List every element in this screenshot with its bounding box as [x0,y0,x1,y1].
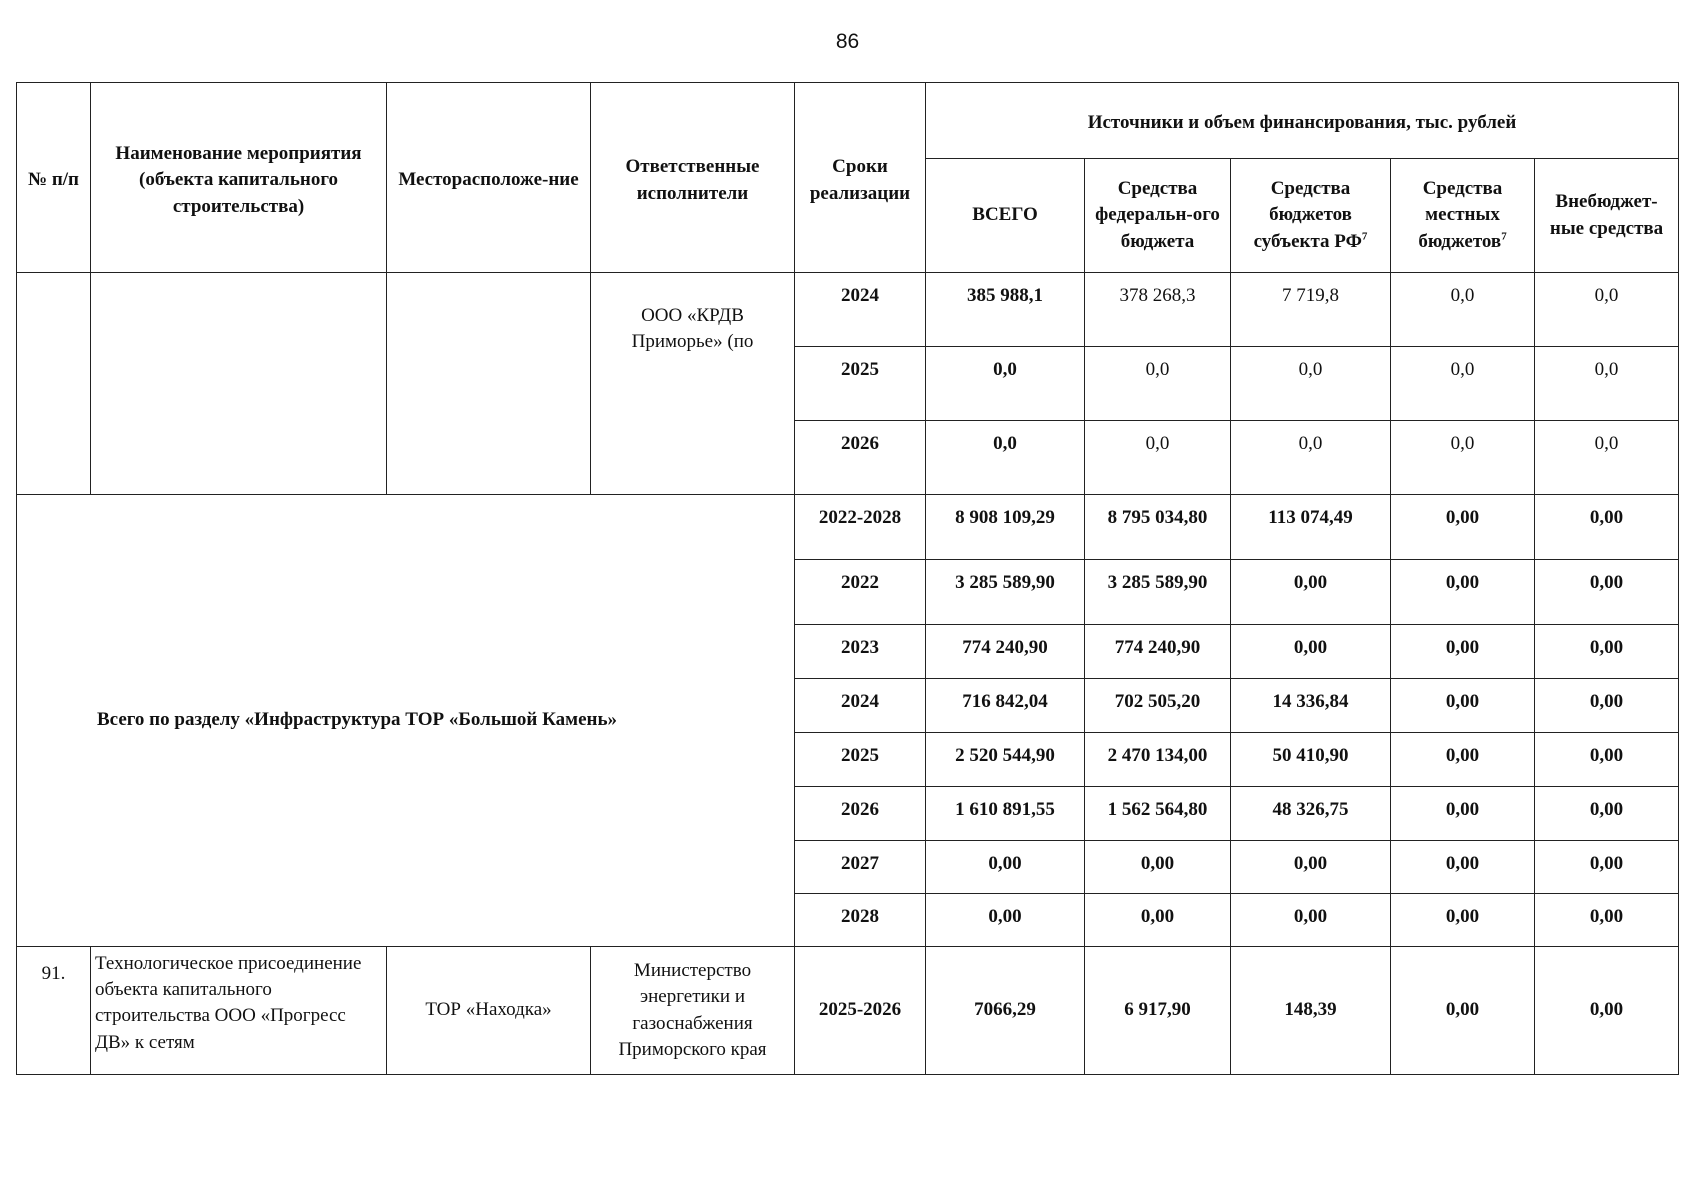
federal-cell: 2 470 134,00 [1085,733,1231,787]
section-total-label: Всего по разделу «Инфраструктура ТОР «Большой Камень» [17,495,795,947]
item91-name: Технологическое присоединение объекта капитального строительства ООО «Прогресс ДВ» к сетям [91,947,387,1075]
regional-cell: 0,00 [1231,560,1391,625]
offbudget-cell: 0,00 [1535,560,1679,625]
year-cell: 2025 [795,733,926,787]
federal-cell: 0,0 [1085,347,1231,421]
continuation-executor: ООО «КРДВ Приморье» (по [591,273,795,495]
regional-cell: 148,39 [1231,947,1391,1075]
header-period: Сроки реализации [795,83,926,273]
header-federal: Средства федеральн-ого бюджета [1085,159,1231,273]
table-row [17,273,1679,347]
continuation-name-cell [91,273,387,495]
continuation-num-cell [17,273,91,495]
local-cell: 0,0 [1391,421,1535,495]
regional-cell: 0,00 [1231,894,1391,947]
total-cell: 0,00 [926,894,1085,947]
offbudget-cell: 0,00 [1535,679,1679,733]
regional-cell: 48 326,75 [1231,787,1391,841]
local-cell: 0,0 [1391,273,1535,347]
continuation-location-cell [387,273,591,495]
header-name: Наименование мероприятия (объекта капитального строительства) [91,83,387,273]
offbudget-cell: 0,00 [1535,733,1679,787]
item91-executor: Министерство энергетики и газоснабжения Приморского края [591,947,795,1075]
total-cell: 385 988,1 [926,273,1085,347]
year-cell: 2022 [795,560,926,625]
item91-location: ТОР «Находка» [387,947,591,1075]
year-cell: 2023 [795,625,926,679]
federal-cell: 0,00 [1085,894,1231,947]
total-cell: 0,0 [926,421,1085,495]
year-cell: 2026 [795,421,926,495]
header-total: ВСЕГО [926,159,1085,273]
total-cell: 0,0 [926,347,1085,421]
federal-cell: 0,00 [1085,841,1231,894]
offbudget-cell: 0,00 [1535,947,1679,1075]
total-cell: 8 908 109,29 [926,495,1085,560]
local-cell: 0,00 [1391,947,1535,1075]
offbudget-cell: 0,00 [1535,625,1679,679]
regional-cell: 113 074,49 [1231,495,1391,560]
year-cell: 2022-2028 [795,495,926,560]
header-location: Месторасположе-ние [387,83,591,273]
header-funding: Источники и объем финансирования, тыс. рублей [926,83,1679,159]
year-cell: 2024 [795,679,926,733]
financing-table [16,82,1679,1075]
regional-cell: 14 336,84 [1231,679,1391,733]
regional-cell: 0,0 [1231,347,1391,421]
local-cell: 0,00 [1391,495,1535,560]
total-cell: 3 285 589,90 [926,560,1085,625]
year-cell: 2025-2026 [795,947,926,1075]
federal-cell: 378 268,3 [1085,273,1231,347]
year-cell: 2027 [795,841,926,894]
local-cell: 0,0 [1391,347,1535,421]
total-cell: 2 520 544,90 [926,733,1085,787]
total-cell: 0,00 [926,841,1085,894]
year-cell: 2026 [795,787,926,841]
regional-cell: 0,0 [1231,421,1391,495]
offbudget-cell: 0,00 [1535,841,1679,894]
total-cell: 1 610 891,55 [926,787,1085,841]
federal-cell: 8 795 034,80 [1085,495,1231,560]
table-row [17,947,1679,1075]
local-cell: 0,00 [1391,679,1535,733]
year-cell: 2024 [795,273,926,347]
local-cell: 0,00 [1391,787,1535,841]
regional-cell: 50 410,90 [1231,733,1391,787]
total-cell: 7066,29 [926,947,1085,1075]
offbudget-cell: 0,00 [1535,787,1679,841]
local-cell: 0,00 [1391,560,1535,625]
offbudget-cell: 0,0 [1535,347,1679,421]
total-cell: 774 240,90 [926,625,1085,679]
offbudget-cell: 0,0 [1535,273,1679,347]
federal-cell: 774 240,90 [1085,625,1231,679]
year-cell: 2028 [795,894,926,947]
local-cell: 0,00 [1391,894,1535,947]
local-cell: 0,00 [1391,625,1535,679]
offbudget-cell: 0,00 [1535,495,1679,560]
offbudget-cell: 0,00 [1535,894,1679,947]
total-cell: 716 842,04 [926,679,1085,733]
header-regional: Средства бюджетов субъекта $РФ^7$ [1231,159,1391,273]
regional-cell: 0,00 [1231,625,1391,679]
federal-cell: 702 505,20 [1085,679,1231,733]
header-offbudget: Внебюджет-ные средства [1535,159,1679,273]
local-cell: 0,00 [1391,841,1535,894]
federal-cell: 3 285 589,90 [1085,560,1231,625]
year-cell: 2025 [795,347,926,421]
header-executors: Ответственные исполнители [591,83,795,273]
item91-num: 91. [17,947,91,1075]
header-row-1 [17,83,1679,159]
regional-cell: 7 719,8 [1231,273,1391,347]
header-local: Средства местных бюджетов$^7$ [1391,159,1535,273]
page-number: 86 [835,30,860,53]
header-num: № п/п [17,83,91,273]
federal-cell: 0,0 [1085,421,1231,495]
table-row [17,495,1679,560]
local-cell: 0,00 [1391,733,1535,787]
federal-cell: 1 562 564,80 [1085,787,1231,841]
federal-cell: 6 917,90 [1085,947,1231,1075]
regional-cell: 0,00 [1231,841,1391,894]
offbudget-cell: 0,0 [1535,421,1679,495]
